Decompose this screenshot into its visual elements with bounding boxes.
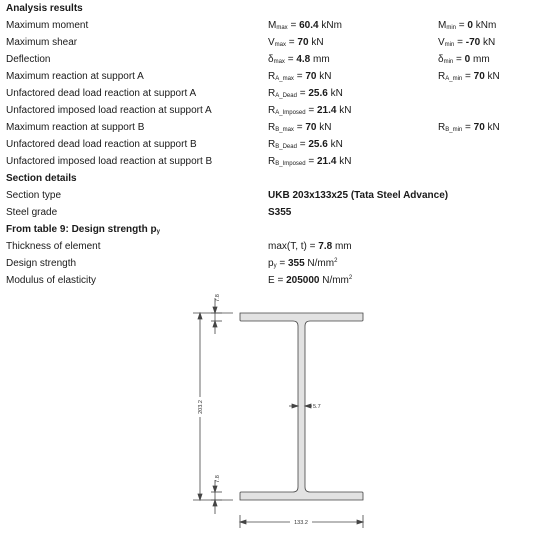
analysis-row-label: Maximum moment [6,20,89,31]
modulus-label: Modulus of elasticity [6,275,97,286]
analysis-row-value: $R_{B\_Imposed} = 21.4$ kN [268,156,352,167]
width-arrow-right [357,520,363,524]
i-section-shape [240,313,363,500]
analysis-heading: Analysis results [6,3,83,14]
steel-grade-value: S355 [268,207,292,218]
analysis-row-value: $R_{A\_Imposed} = 21.4$ kN [268,105,352,116]
tf-top-arrow-b [213,321,217,327]
depth-arrow-top [198,313,202,319]
analysis-row-value: $\delta_{max} = 4.8$ mm [268,54,330,65]
analysis-row-label: Maximum reaction at support B [6,122,145,133]
analysis-row-label: Unfactored dead load reaction at support B [6,139,197,150]
analysis-row-label: Deflection [6,54,51,65]
bottom-flange-dim-label: 7.8 [215,475,221,483]
tf-top-arrow-a [213,307,217,313]
analysis-row-min-value: $\delta_{min} = 0$ mm [438,54,490,65]
analysis-row-value: $R_{A\_max} = 70$ kN [268,71,332,82]
depth-dim-label: 203.2 [198,400,204,414]
analysis-row-label: Unfactored dead load reaction at support A [6,88,197,99]
depth-arrow-bottom [198,494,202,500]
width-dim-label: 133.2 [294,520,308,526]
analysis-row-min-value: $R_{B\_min} = 70$ kN [438,122,500,133]
design-strength-value: $p_y = 355$ $N/mm^2$ [268,258,338,269]
analysis-row-value: $M_{max} = 60.4$ kNm [268,20,342,31]
analysis-row-value: $R_{A\_Dead} = 25.6$ kN [268,88,343,99]
thickness-label: Thickness of element [6,241,101,252]
analysis-row-label: Unfactored imposed load reaction at support B [6,156,213,167]
top-flange-dim-label: 7.8 [215,294,221,302]
web-arrow-right [305,404,311,408]
thickness-value: max(T, t) = 7.8 mm [268,241,352,252]
analysis-row-label: Unfactored imposed load reaction at support A [6,105,212,116]
table9-heading: From table 9: Design strength $p_y$ [6,224,160,235]
section-heading: Section details [6,173,77,184]
analysis-row-value: $R_{B\_Dead} = 25.6$ kN [268,139,343,150]
tf-bottom-arrow-a [213,486,217,492]
modulus-value: E = 205000 $N/mm^2$ [268,275,353,286]
tf-bottom-arrow-b [213,500,217,506]
analysis-row-min-value: $M_{min} = 0$ kNm [438,20,497,31]
web-dim-label: 5.7 [313,404,321,410]
analysis-row-label: Maximum shear [6,37,78,48]
width-arrow-left [240,520,246,524]
analysis-row-value: $V_{max} = 70$ kN [268,37,324,48]
steel-grade-label: Steel grade [6,207,58,218]
analysis-row-min-value: $R_{A\_min} = 70$ kN [438,71,500,82]
section-type-label: Section type [6,190,62,201]
analysis-row-min-value: $V_{min} = -70$ kN [438,37,496,48]
web-arrow-left [292,404,298,408]
analysis-row-value: $R_{B\_max} = 70$ kN [268,122,332,133]
analysis-row-label: Maximum reaction at support A [6,71,144,82]
design-strength-label: Design strength [6,258,77,269]
section-type-value: UKB 203x133x25 (Tata Steel Advance) [268,190,449,201]
